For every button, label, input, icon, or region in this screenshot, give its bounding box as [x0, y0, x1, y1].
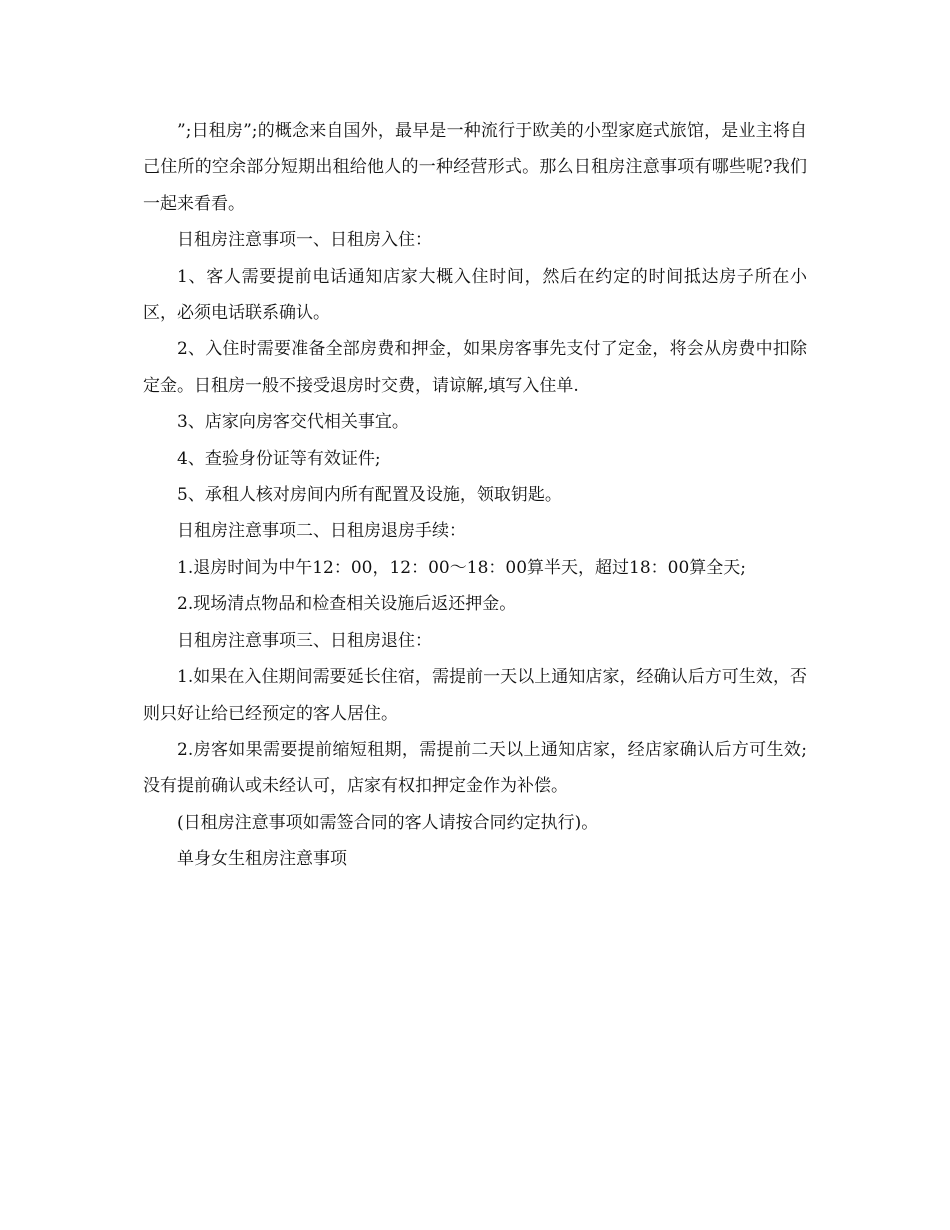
- paragraph-checkin-5: 5、承租人核对房间内所有配置及设施，领取钥匙。: [177, 485, 562, 506]
- section-heading-female-renting: 单身女生租房注意事项: [177, 849, 347, 870]
- paragraph-leave-1: 1.如果在入住期间需要延长住宿，需提前一天以上通知店家，经确认后方可生效，否则只好让给已经预定的客人居住。: [143, 667, 807, 724]
- paragraph-leave-2: 2.房客如果需要提前缩短租期，需提前二天以上通知店家，经店家确认后方可生效;没有提前确认或未经认可，店家有权扣押定金作为补偿。: [143, 739, 807, 797]
- paragraph-contract-note: (日租房注意事项如需签合同的客人请按合同约定执行)。: [177, 812, 599, 833]
- paragraph-checkin-1: 1、客人需要提前电话通知店家大概入住时间，然后在约定的时间抵达房子所在小区，必须电话联系确认。: [143, 266, 807, 324]
- section-heading-leave: 日租房注意事项三、日租房退住：: [177, 630, 432, 651]
- paragraph-checkin-3: 3、店家向房客交代相关事宜。: [177, 412, 409, 433]
- paragraph-checkin-4: 4、查验身份证等有效证件;: [177, 448, 381, 469]
- paragraph-checkin-2: 2、入住时需要准备全部房费和押金，如果房客事先支付了定金，将会从房费中扣除定金。日租房一般不接受退房时交费，请谅解,填写入住单.: [143, 339, 807, 396]
- section-heading-checkin: 日租房注意事项一、日租房入住：: [177, 230, 432, 251]
- paragraph-checkout-1: 1.退房时间为中午12：00，12：00～18：00算半天，超过18：00算全天;: [177, 557, 747, 578]
- section-heading-checkout: 日租房注意事项二、日租房退房手续：: [177, 521, 466, 542]
- paragraph-intro: ”;日租房”;的概念来自国外，最早是一种流行于欧美的小型家庭式旅馆，是业主将自己住所的空余部分短期出租给他人的一种经营形式。那么日租房注意事项有哪些呢?我们一起来看看。: [143, 121, 807, 214]
- document-body: [143, 113, 807, 878]
- paragraph-checkout-2: 2.现场清点物品和检查相关设施后返还押金。: [177, 594, 517, 615]
